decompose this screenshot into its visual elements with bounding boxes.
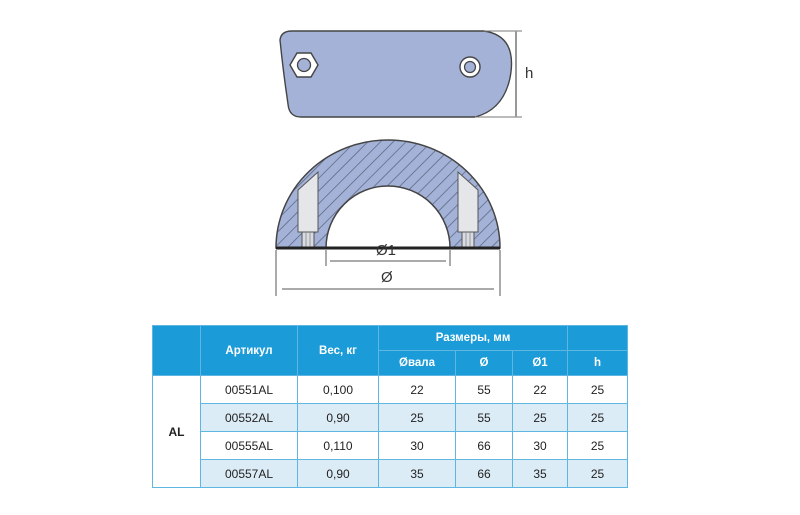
inner-cell: 35 — [513, 460, 568, 488]
shaft-cell: 30 — [379, 432, 456, 460]
height-label: h — [525, 65, 534, 82]
header-weight: Вес, кг — [298, 326, 379, 376]
right-bolt-shank — [462, 232, 474, 248]
article-cell: 00555AL — [201, 432, 298, 460]
weight-cell: 0,90 — [298, 460, 379, 488]
outer-cell: 55 — [456, 376, 513, 404]
top-view — [280, 31, 533, 117]
header-article: Артикул — [201, 326, 298, 376]
header-shaft: Øвала — [379, 351, 456, 376]
weight-cell: 0,100 — [298, 376, 379, 404]
header-outer: Ø — [456, 351, 513, 376]
table-row — [153, 432, 628, 460]
inner-diameter-dimension — [326, 242, 450, 266]
article-cell: 00551AL — [201, 376, 298, 404]
left-bolt-shank — [302, 232, 314, 248]
header-inner: Ø1 — [513, 351, 568, 376]
height-cell: 25 — [568, 376, 628, 404]
table-row — [153, 376, 628, 404]
inner-cell: 22 — [513, 376, 568, 404]
front-view — [276, 140, 500, 296]
shaft-cell: 22 — [379, 376, 456, 404]
height-cell: 25 — [568, 460, 628, 488]
table-row — [153, 460, 628, 488]
inner-cell: 30 — [513, 432, 568, 460]
weight-cell: 0,110 — [298, 432, 379, 460]
bolt-hole-icon — [460, 57, 480, 77]
header-height-top — [568, 326, 628, 351]
article-cell: 00557AL — [201, 460, 298, 488]
header-dimensions: Размеры, мм — [379, 326, 568, 351]
inner-cell: 25 — [513, 404, 568, 432]
height-cell: 25 — [568, 432, 628, 460]
height-cell: 25 — [568, 404, 628, 432]
spec-table — [152, 325, 628, 488]
inner-diameter-label: Ø1 — [376, 242, 397, 259]
header-height: h — [568, 351, 628, 376]
header-group — [153, 326, 201, 376]
article-cell: 00552AL — [201, 404, 298, 432]
table-row — [153, 404, 628, 432]
shaft-cell: 25 — [379, 404, 456, 432]
outer-diameter-label: Ø — [381, 269, 393, 286]
outer-cell: 66 — [456, 460, 513, 488]
header-row-1 — [153, 326, 628, 351]
group-cell: AL — [153, 376, 201, 488]
outer-cell: 66 — [456, 432, 513, 460]
outer-cell: 55 — [456, 404, 513, 432]
shaft-cell: 35 — [379, 460, 456, 488]
weight-cell: 0,90 — [298, 404, 379, 432]
hex-nut-icon — [290, 53, 318, 77]
